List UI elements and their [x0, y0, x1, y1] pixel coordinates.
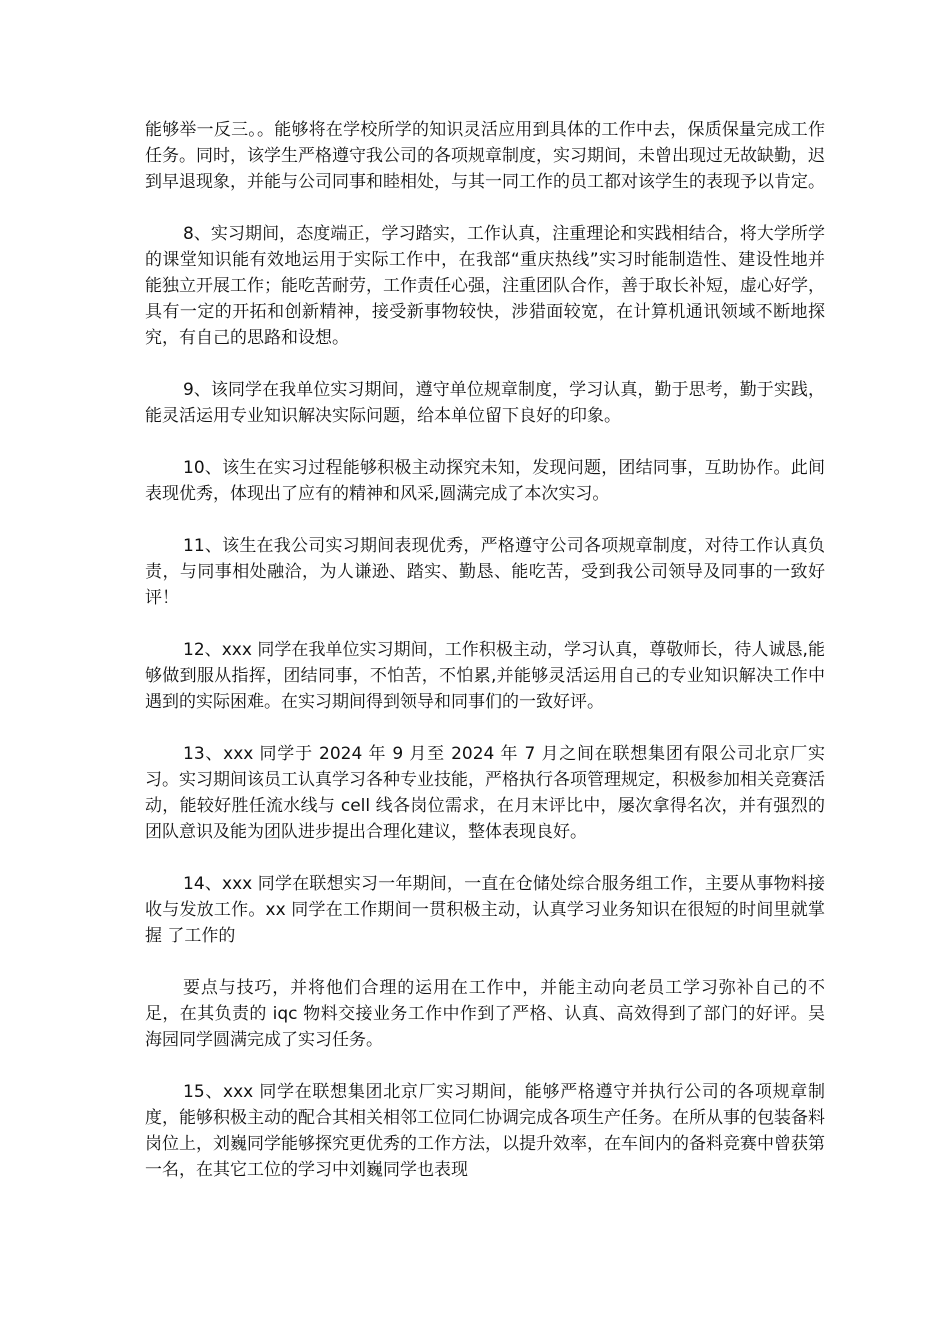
- paragraph-item-11: 11、该生在我公司实习期间表现优秀，严格遵守公司各项规章制度，对待工作认真负责，与同事相处融洽，为人谦逊、踏实、勤恳、能吃苦，受到我公司领导及同事的一致好评！: [145, 536, 825, 608]
- paragraph-item-8: 8、实习期间，态度端正，学习踏实，工作认真，注重理论和实践相结合，将大学所学的课堂知识能有效地运用于实际工作中，在我部“重庆热线”实习时能制造性、建设性地并能独立开展工作；能吃苦耐劳，工作责任心强，注重团队合作，善于取长补短，虚心好学，具有一定的开拓和创新精神，接受新事物较快，涉猎面较宽，在计算机通讯领域不断地探究，有自己的思路和设想。: [145, 224, 825, 348]
- paragraph-item-13: 13、xxx 同学于 2024 年 9 月至 2024 年 7 月之间在联想集团有限公司北京厂实习。实习期间该员工认真学习各种专业技能，严格执行各项管理规定，积极参加相关竞赛活动，能较好胜任流水线与 cell 线各岗位需求，在月末评比中，屡次拿得名次，并有强烈的团队意识及能为团队进步提出合理化建议，整体表现良好。: [145, 744, 825, 842]
- paragraph-item-12: 12、xxx 同学在我单位实习期间，工作积极主动，学习认真，尊敬师长，待人诚恳,能够做到服从指挥，团结同事，不怕苦，不怕累,并能够灵活运用自己的专业知识解决工作中遇到的实际困难。在实习期间得到领导和同事们的一致好评。: [145, 640, 825, 712]
- paragraph-item-15: 15、xxx 同学在联想集团北京厂实习期间，能够严格遵守并执行公司的各项规章制度，能够积极主动的配合其相关相邻工位同仁协调完成各项生产任务。在所从事的包装备料岗位上，刘巍同学能够探究更优秀的工作方法，以提升效率，在车间内的备料竞赛中曾获第一名，在其它工位的学习中刘巍同学也表现: [145, 1082, 825, 1180]
- paragraph-continuation: 能够举一反三。。能够将在学校所学的知识灵活应用到具体的工作中去，保质保量完成工作任务。同时，该学生严格遵守我公司的各项规章制度，实习期间，未曾出现过无故缺勤，迟到早退现象，并能与公司同事和睦相处，与其一同工作的员工都对该学生的表现予以肯定。: [145, 120, 825, 192]
- document-page: [145, 117, 825, 1183]
- paragraph-item-10: 10、该生在实习过程能够积极主动探究未知，发现问题，团结同事，互助协作。此间表现优秀，体现出了应有的精神和风采,圆满完成了本次实习。: [145, 458, 825, 504]
- paragraph-item-14-continued: 要点与技巧，并将他们合理的运用在工作中，并能主动向老员工学习弥补自己的不足，在其负责的 iqc 物料交接业务工作中作到了严格、认真、高效得到了部门的好评。吴海园同学圆满完成了实习任务。: [145, 978, 825, 1050]
- paragraph-item-9: 9、该同学在我单位实习期间，遵守单位规章制度，学习认真，勤于思考，勤于实践，能灵活运用专业知识解决实际问题，给本单位留下良好的印象。: [145, 380, 825, 426]
- paragraph-item-14: 14、xxx 同学在联想实习一年期间，一直在仓储处综合服务组工作，主要从事物料接收与发放工作。xx 同学在工作期间一贯积极主动，认真学习业务知识在很短的时间里就掌握 了工作的: [145, 874, 825, 946]
